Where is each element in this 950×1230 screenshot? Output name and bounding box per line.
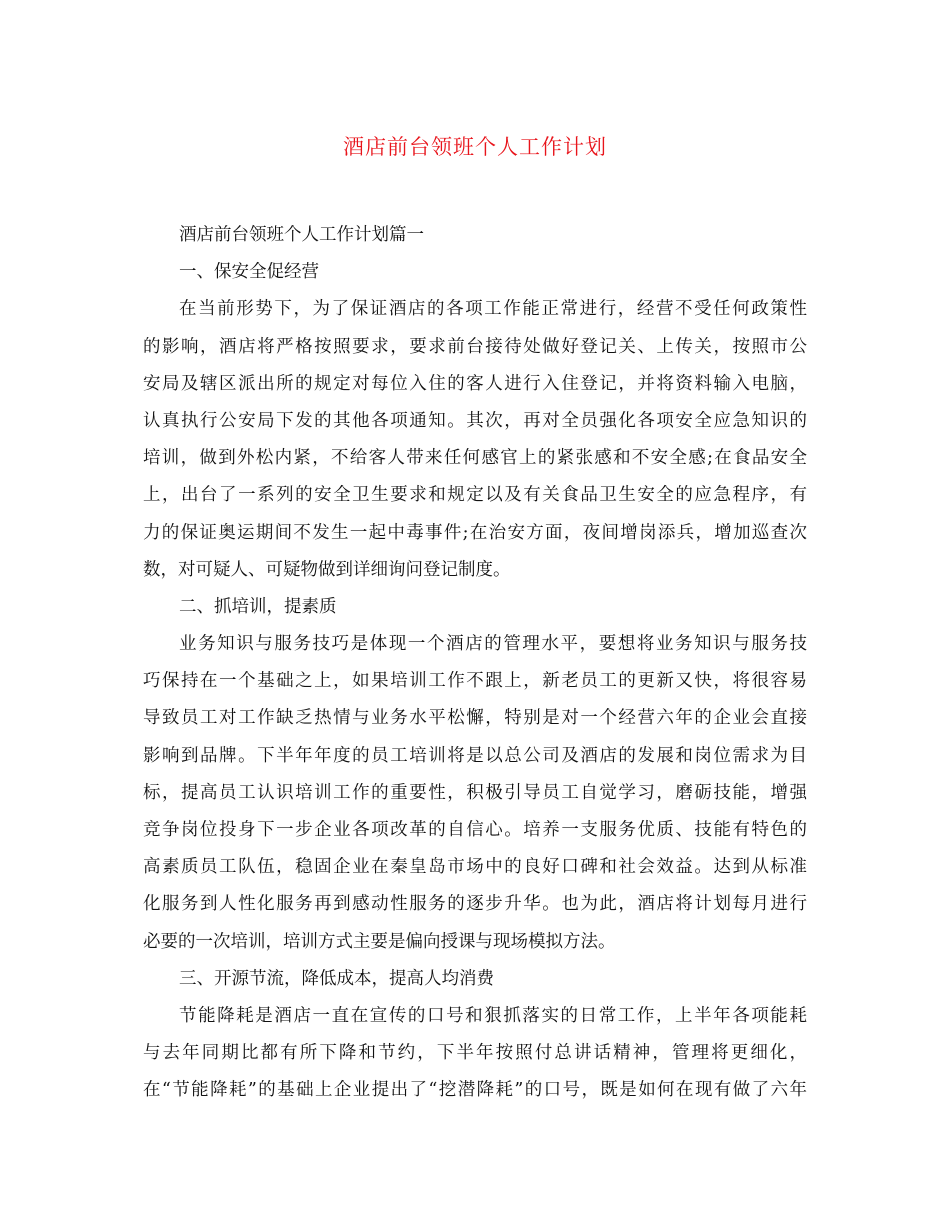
paragraph-line: 高素质员工队伍，稳固企业在秦皇岛市场中的良好口碑和社会效益。达到从标准 [143,857,807,878]
paragraph-line: 竞争岗位投身下一步企业各项改革的自信心。培养一支服务优质、技能有特色的 [143,820,807,840]
paragraph-line: 上，出台了一系列的安全卫生要求和规定以及有关食品卫生安全的应急程序，有 [143,485,807,506]
paragraph-line: 必要的一次培训，培训方式主要是偏向授课与现场模拟方法。 [143,931,616,952]
paragraph-line: 影响到品牌。下半年年度的员工培训将是以总公司及酒店的发展和岗位需求为目 [143,745,807,766]
paragraph-line: 培训，做到外松内紧，不给客人带来任何感官上的紧张感和不安全感;在食品安全 [143,448,807,469]
paragraph-line: 化服务到人性化服务再到感动性服务的逐步升华。也为此，酒店将计划每月进行 [143,894,807,915]
paragraph-line: 节能降耗是酒店一直在宣传的口号和狠抓落实的日常工作，上半年各项能耗 [179,1005,807,1026]
paragraph-line: 标，提高员工认识培训工作的重要性，积极引导员工自觉学习，磨砺技能，增强 [143,782,807,803]
paragraph-line: 与去年同期比都有所下降和节约，下半年按照付总讲话精神，管理将更细化， [143,1043,807,1064]
paragraph-line: 在当前形势下，为了保证酒店的各项工作能正常进行，经营不受任何政策性 [179,299,807,320]
document-body [143,217,807,1110]
paragraph-line: 在“节能降耗”的基础上企业提出了“挖潜降耗”的口号，既是如何在现有做了六年 [143,1080,807,1101]
paragraph-line: 业务知识与服务技巧是体现一个酒店的管理水平，要想将业务知识与服务技 [179,634,807,655]
paragraph-line: 巧保持在一个基础之上，如果培训工作不跟上，新老员工的更新又快，将很容易 [143,671,807,692]
paragraph-line: 数，对可疑人、可疑物做到详细询问登记制度。 [143,559,511,580]
section-heading: 二、抓培训，提素质 [179,596,337,617]
paragraph-line: 的影响，酒店将严格按照要求，要求前台接待处做好登记关、上传关，按照市公 [143,336,807,357]
paragraph-line: 认真执行公安局下发的其他各项通知。其次，再对全员强化各项安全应急知识的 [143,410,807,431]
section-heading: 一、保安全促经营 [179,262,319,283]
paragraph-line: 导致员工对工作缺乏热情与业务水平松懈，特别是对一个经营六年的企业会直接 [143,708,807,729]
section-heading: 酒店前台领班个人工作计划篇一 [179,225,424,245]
document-title: 酒店前台领班个人工作计划 [343,135,607,159]
paragraph-line: 安局及辖区派出所的规定对每位入住的客人进行入住登记，并将资料输入电脑， [143,373,807,394]
paragraph-line: 力的保证奥运期间不发生一起中毒事件;在治安方面，夜间增岗添兵，增加巡查次 [143,522,807,543]
section-heading: 三、开源节流，降低成本，提高人均消费 [179,968,494,989]
